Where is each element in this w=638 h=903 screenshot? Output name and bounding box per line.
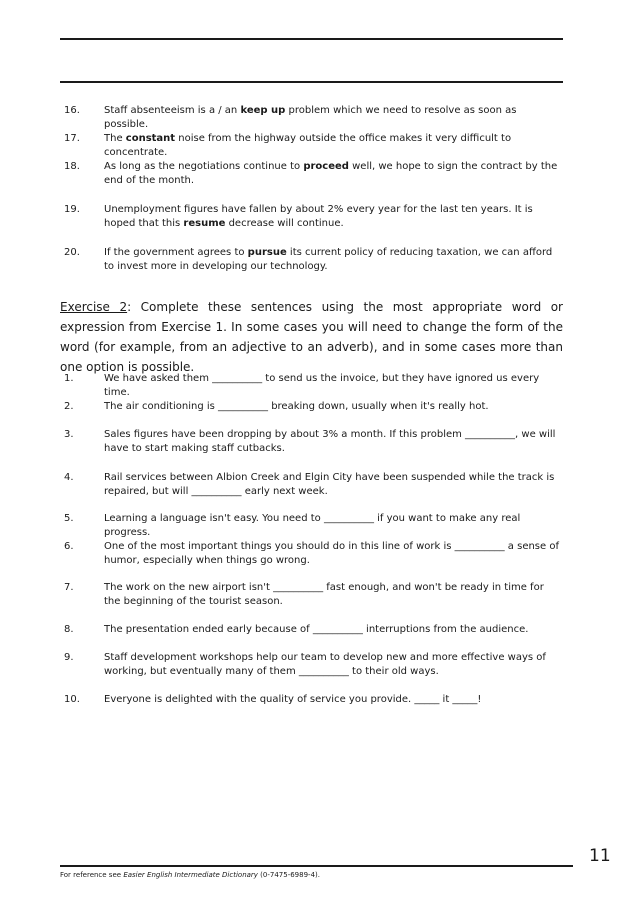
item-number: 1. bbox=[64, 373, 74, 384]
item-number: 8. bbox=[64, 624, 74, 635]
item-text: Rail services between Albion Creek and Elgin City have been suspended while the track is repaired, but will __________ early next week. bbox=[104, 472, 555, 497]
item-text: The presentation ended early because of __________ interruptions from the audience. bbox=[104, 624, 529, 635]
target-word: keep up bbox=[240, 105, 286, 116]
item-number: 7. bbox=[64, 582, 74, 593]
item-number: 4. bbox=[64, 472, 74, 483]
item-text: If the government agrees to pursue its current policy of reducing taxation, we can afford to invest more in developing our technology. bbox=[104, 247, 553, 272]
item-number: 9. bbox=[64, 652, 74, 663]
target-word: constant bbox=[125, 133, 176, 144]
item-text: Learning a language isn't easy. You need to __________ if you want to make any real progress. bbox=[104, 513, 521, 538]
page-number: 11 bbox=[589, 846, 611, 866]
item-number: 6. bbox=[64, 541, 74, 552]
item-number: 20. bbox=[64, 247, 80, 258]
item-text: As long as the negotiations continue to proceed well, we hope to sign the contract by the end of the month. bbox=[104, 161, 558, 186]
dictionary-title: Easier English Intermediate Dictionary bbox=[123, 871, 258, 879]
item-number: 16. bbox=[64, 105, 80, 116]
target-word: proceed bbox=[303, 161, 349, 172]
footer-rule bbox=[60, 865, 573, 867]
top-rule-2 bbox=[60, 81, 563, 83]
exercise-2-instruction bbox=[60, 297, 563, 377]
item-number: 19. bbox=[64, 204, 80, 215]
target-word: resume bbox=[183, 218, 226, 229]
item-text: Unemployment figures have fallen by about 2% every year for the last ten years. It is hoped that this resume decrease will continue. bbox=[104, 204, 533, 229]
top-rule-1 bbox=[60, 38, 563, 40]
item-number: 10. bbox=[64, 694, 80, 705]
item-text: The air conditioning is __________ breaking down, usually when it's really hot. bbox=[104, 401, 489, 412]
item-text: Staff development workshops help our team to develop new and more effective ways of working, but eventually many of them __________ to their old ways. bbox=[104, 652, 546, 677]
item-text: The constant noise from the highway outside the office makes it very difficult to concentrate. bbox=[104, 133, 512, 158]
target-word: pursue bbox=[247, 247, 287, 258]
item-text: We have asked them __________ to send us the invoice, but they have ignored us every time. bbox=[104, 373, 540, 398]
item-number: 2. bbox=[64, 401, 74, 412]
item-text: Staff absenteeism is a / an keep up problem which we need to resolve as soon as possible. bbox=[104, 105, 517, 130]
item-number: 3. bbox=[64, 429, 74, 440]
exercise-2-text: : Complete these sentences using the most appropriate word or expression from Exercise 1. In some cases you will need to change the form of the word (for example, from an adjective to an adverb), and in some cases more than one option is possible. bbox=[60, 300, 563, 374]
item-text: Sales figures have been dropping by about 3% a month. If this problem __________, we will have to start making staff cutbacks. bbox=[104, 429, 556, 454]
footer-reference: For reference see Easier English Intermediate Dictionary (0-7475-6989-4). bbox=[60, 871, 320, 879]
item-number: 18. bbox=[64, 161, 80, 172]
item-number: 5. bbox=[64, 513, 74, 524]
item-text: One of the most important things you should do in this line of work is __________ a sense of humor, especially when things go wrong. bbox=[104, 541, 559, 566]
item-text: The work on the new airport isn't __________ fast enough, and won't be ready in time for the beginning of the tourist season. bbox=[104, 582, 544, 607]
exercise-2-label: Exercise 2 bbox=[60, 300, 128, 314]
item-number: 17. bbox=[64, 133, 80, 144]
item-text: Everyone is delighted with the quality of service you provide. _____ it _____! bbox=[104, 694, 482, 705]
